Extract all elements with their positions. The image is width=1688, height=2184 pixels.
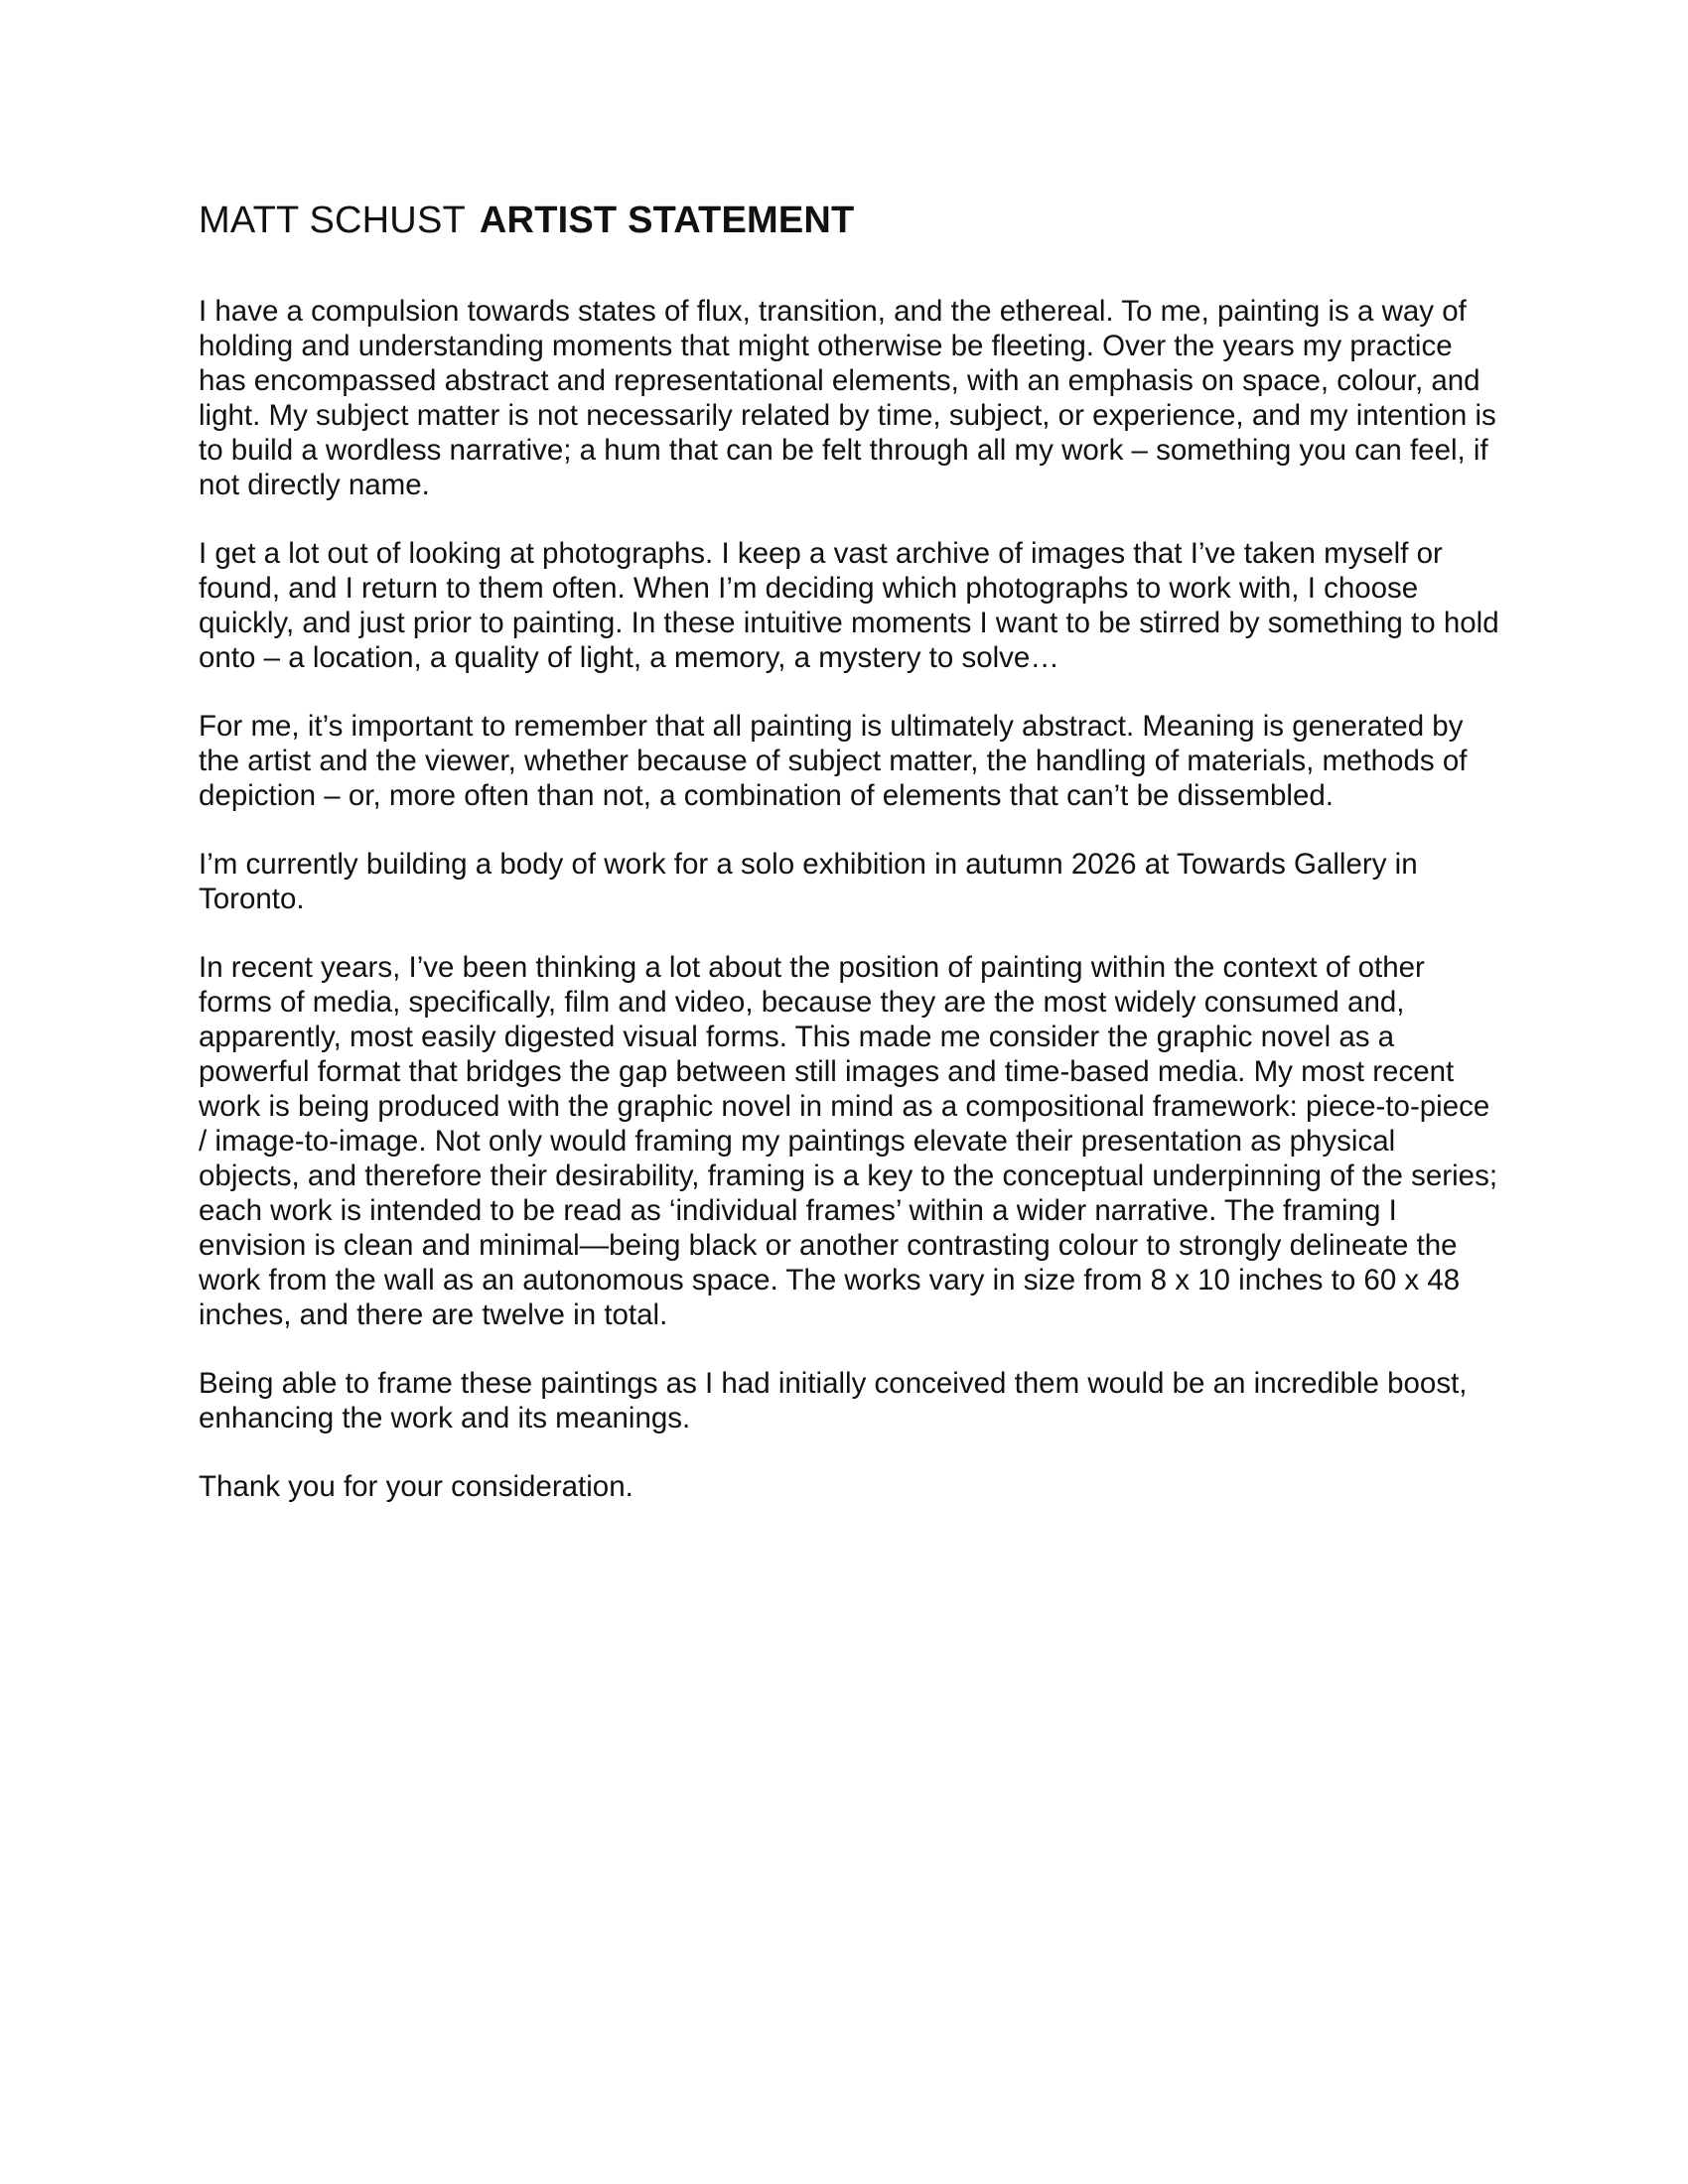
paragraph-boost: Being able to frame these paintings as I had initially conceived them would be an incredible boost, enhancing the work and its meanings.	[199, 1367, 1468, 1434]
paragraph-photographs: I get a lot out of looking at photographs. I keep a vast archive of images that I’ve taken myself or found, and I return to them often. When I’m deciding which photographs to work with, I choose quickly, and just prior to painting. In these intuitive moments I want to be stirred by something to hold onto – a location, a quality of light, a memory, a mystery to solve…	[199, 537, 1499, 674]
paragraph-flux: I have a compulsion towards states of flux, transition, and the ethereal. To me, painting is a way of holding and understanding moments that might otherwise be fleeting. Over the years my practice has encompassed abstract and representational elements, with an emphasis on space, colour, and light. My subject matter is not necessarily related by time, subject, or experience, and my intention is to build a wordless narrative; a hum that can be felt through all my work – something you can feel, if not directly name.	[199, 295, 1496, 501]
paragraph-thanks: Thank you for your consideration.	[199, 1470, 633, 1503]
artist-name: MATT SCHUST	[199, 200, 466, 241]
document-title	[199, 197, 1499, 244]
document-page	[199, 197, 1499, 1538]
paragraph-framing: In recent years, I’ve been thinking a lot about the position of painting within the context of other forms of media, specifically, film and video, because they are the most widely consumed and, apparently, most easily digested visual forms. This made me consider the graphic novel as a powerful format that bridges the gap between still images and time-based media. My most recent work is being produced with the graphic novel in mind as a compositional framework: piece-to-piece / image-to-image. Not only would framing my paintings elevate their presentation as physical objects, and therefore their desirability, framing is a key to the conceptual underpinning of the series; each work is intended to be read as ‘individual frames’ within a wider narrative. The framing I envision is clean and minimal—being black or another contrasting colour to strongly delineate the work from the wall as an autonomous space. The works vary in size from 8 x 10 inches to 60 x 48 inches, and there are twelve in total.	[199, 951, 1498, 1331]
statement-heading: ARTIST STATEMENT	[479, 200, 855, 241]
paragraph-exhibition: I’m currently building a body of work for a solo exhibition in autumn 2026 at Towards Gallery in Toronto.	[199, 848, 1418, 915]
paragraph-abstract: For me, it’s important to remember that all painting is ultimately abstract. Meaning is generated by the artist and the viewer, whether because of subject matter, the handling of materials, methods of depiction – or, more often than not, a combination of elements that can’t be dissembled.	[199, 710, 1468, 812]
